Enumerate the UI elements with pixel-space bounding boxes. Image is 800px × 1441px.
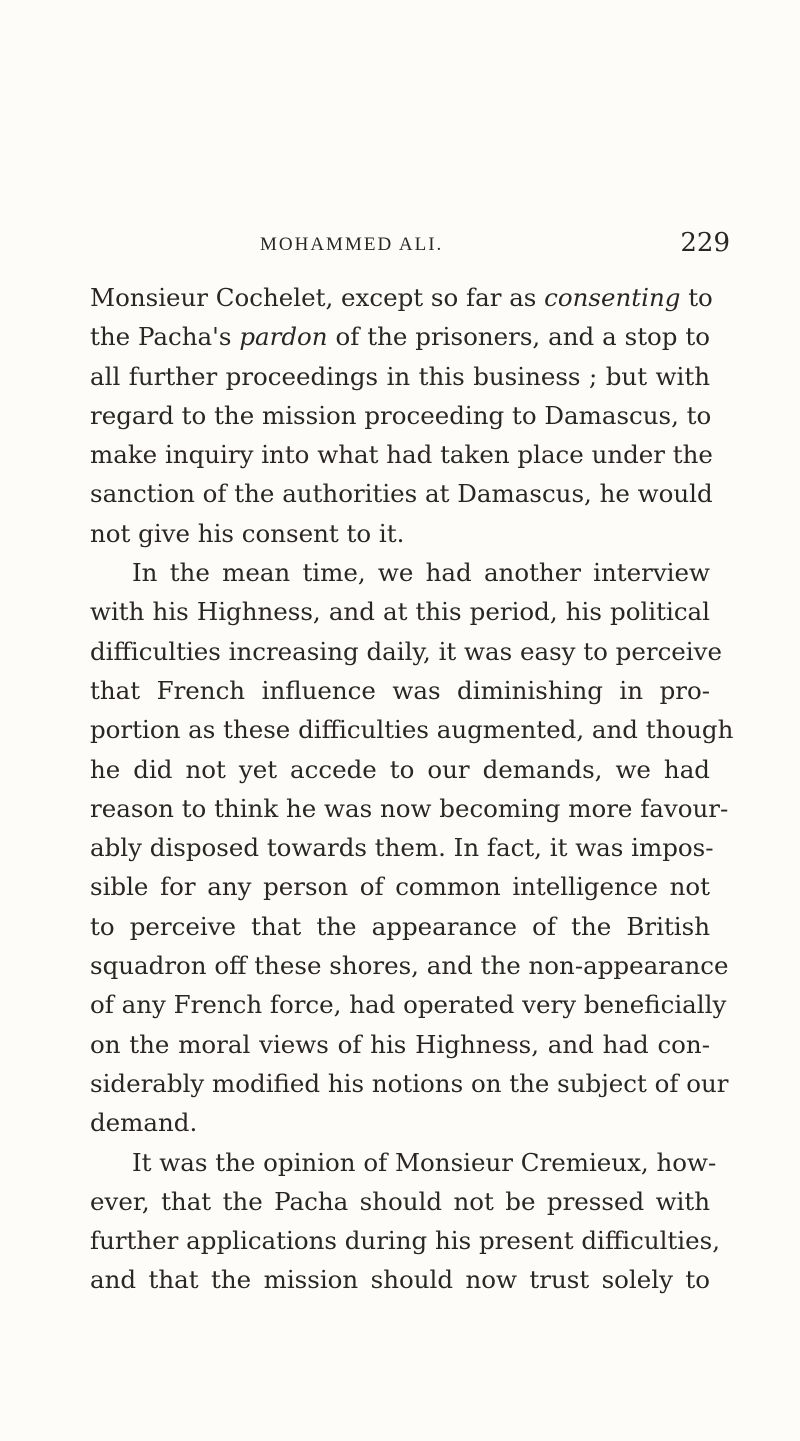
text-segment: of any French force, had operated very beneficially [90, 990, 727, 1020]
text-segment: to [680, 283, 713, 312]
text-line [90, 1103, 710, 1142]
text-segment: reason to think he was now becoming more favour- [90, 793, 729, 823]
text-segment: siderably modified his notions on the subject of our [90, 1068, 729, 1098]
body-text [90, 278, 734, 1300]
text-line [90, 396, 710, 435]
text-line [90, 867, 710, 906]
text-segment: sanction of the authorities at Damascus, he would [90, 479, 713, 509]
text-segment: he did not yet accede to our demands, we had [90, 754, 710, 784]
text-line [90, 946, 729, 985]
italic-text: pardon [239, 322, 328, 352]
text-line [90, 553, 710, 592]
text-line [90, 789, 729, 828]
text-segment: portion as these difficulties augmented, and though [90, 715, 734, 745]
text-line [90, 750, 710, 789]
text-line [90, 435, 713, 474]
italic-text: consenting [544, 283, 681, 312]
text-line [90, 828, 714, 867]
running-head-title: MOHAMMED ALI. [260, 234, 444, 255]
text-segment: the Pacha's [90, 322, 240, 352]
text-segment: not give his consent to it. [90, 518, 405, 548]
text-line [90, 514, 710, 553]
text-segment: ever, that the Pacha should not be pressed with [90, 1186, 710, 1216]
text-segment: with his Highness, and at this period, his political [90, 597, 710, 627]
text-segment: Monsieur Cochelet, except so far as [90, 283, 545, 312]
text-segment: regard to the mission proceeding to Damascus, to [90, 400, 712, 430]
text-segment: of the prisoners, and a stop to [327, 322, 710, 352]
text-line [90, 1064, 729, 1103]
text-line [90, 1182, 710, 1221]
text-segment: difficulties increasing daily, it was easy to perceive [90, 636, 722, 666]
text-segment: demand. [90, 1108, 198, 1138]
text-line [90, 671, 710, 710]
text-line [90, 357, 710, 396]
text-segment: make inquiry into what had taken place under the [90, 440, 713, 470]
text-line [90, 985, 727, 1024]
text-segment: that French influence was diminishing in pro- [90, 675, 710, 705]
page-number: 229 [680, 228, 730, 258]
text-line [90, 907, 710, 946]
text-segment: It was the opinion of Monsieur Cremieux, how- [132, 1147, 717, 1177]
text-line [90, 632, 722, 671]
text-line [90, 592, 710, 631]
text-line [90, 710, 734, 749]
text-line [90, 1260, 710, 1299]
text-segment: In the mean time, we had another interview [132, 558, 710, 588]
text-segment: to perceive that the appearance of the British [90, 911, 710, 941]
text-line [90, 1143, 717, 1182]
text-segment: on the moral views of his Highness, and had con- [90, 1029, 710, 1059]
text-segment: further applications during his present difficulties, [90, 1226, 720, 1256]
running-head [90, 228, 730, 262]
text-line [90, 317, 710, 356]
text-segment: sible for any person of common intelligence not [90, 872, 710, 902]
text-segment: ably disposed towards them. In fact, it was impos- [90, 833, 714, 863]
text-segment: all further proceedings in this business ; but with [90, 361, 710, 391]
text-line [90, 1221, 720, 1260]
text-line [90, 278, 713, 317]
text-line [90, 474, 713, 513]
text-line [90, 1025, 710, 1064]
text-segment: and that the mission should now trust solely to [90, 1265, 710, 1295]
text-segment: squadron off these shores, and the non-appearance [90, 951, 729, 981]
